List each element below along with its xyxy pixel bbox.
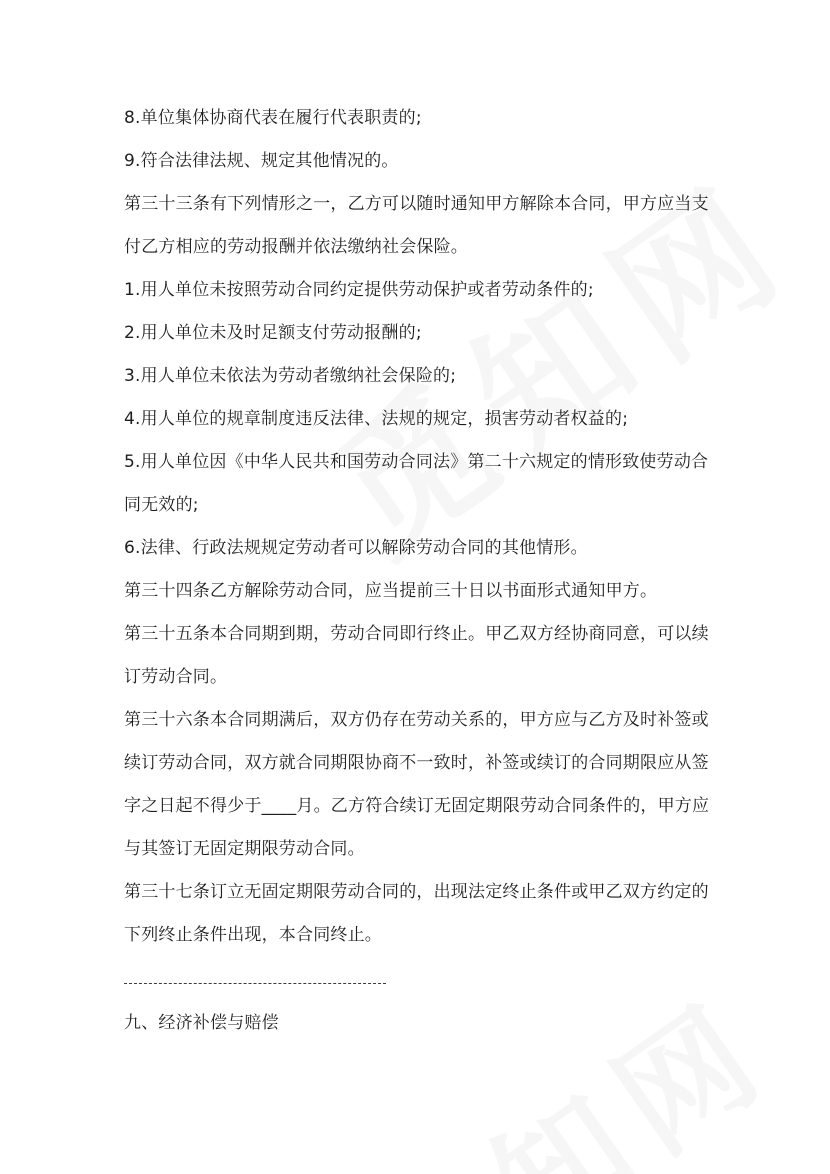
article-33-item-5: 5.用人单位因《中华人民共和国劳动合同法》第二十六规定的情形致使劳动合同无效的;	[124, 452, 709, 515]
article-34: 第三十四条乙方解除劳动合同，应当提前三十日以书面形式通知甲方。	[124, 581, 658, 601]
article-35: 第三十五条本合同期到期，劳动合同即行终止。甲乙双方经协商同意，可以续订劳动合同。	[124, 624, 709, 687]
article-33-item-6: 6.法律、行政法规规定劳动者可以解除劳动合同的其他情形。	[124, 538, 588, 558]
dashed-divider	[124, 959, 724, 1002]
article-33-item-1: 1.用人单位未按照劳动合同约定提供劳动保护或者劳动条件的;	[124, 280, 594, 300]
clause-item-9: 9.符合法律法规、规定其他情况的。	[124, 151, 399, 171]
divider-line	[124, 983, 386, 984]
article-37: 第三十七条订立无固定期限劳动合同的，出现法定终止条件或甲乙双方约定的下列终止条件出现，本合同终止。	[124, 882, 709, 945]
article-33-item-2: 2.用人单位未及时足额支付劳动报酬的;	[124, 323, 422, 343]
article-36: 第三十六条本合同期满后，双方仍存在劳动关系的，甲方应与乙方及时补签或续订劳动合同，双方就合同期限协商不一致时，补签或续订的合同期限应从签字之日起不得少于____月。乙方符合续订无固定期限劳动合同条件的，甲方应与其签订无固定期限劳动合同。	[124, 710, 710, 859]
clause-item-8: 8.单位集体协商代表在履行代表职责的;	[124, 108, 422, 128]
article-33-item-3: 3.用人单位未依法为劳动者缴纳社会保险的;	[124, 366, 457, 386]
article-33: 第三十三条有下列情形之一，乙方可以随时通知甲方解除本合同，甲方应当支付乙方相应的劳动报酬并依法缴纳社会保险。	[124, 194, 709, 257]
section-heading: 九、经济补偿与赔偿	[124, 1013, 279, 1033]
article-33-item-4: 4.用人单位的规章制度违反法律、法规的规定，损害劳动者权益的;	[124, 409, 629, 429]
document-body	[124, 97, 724, 1045]
